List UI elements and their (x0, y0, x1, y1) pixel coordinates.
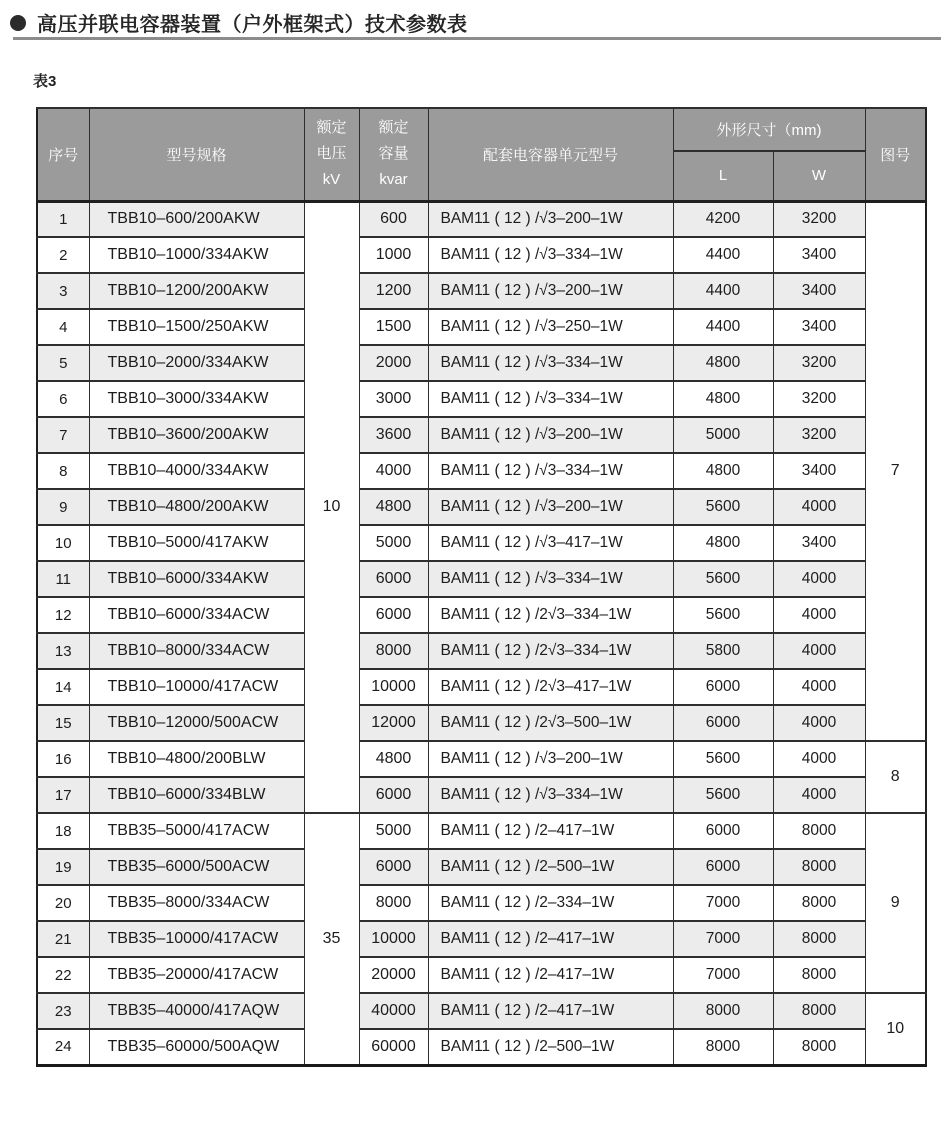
rated-capacity-cell: 8000 (359, 885, 428, 921)
model-cell: TBB10–1200/200AKW (89, 273, 304, 309)
table-row (37, 345, 926, 381)
dim-w-cell: 4000 (773, 777, 865, 813)
dim-w-cell: 4000 (773, 741, 865, 777)
unit-model-cell: BAM11 ( 12 ) /2–500–1W (428, 1029, 673, 1065)
dim-l-cell: 7000 (673, 921, 773, 957)
dim-w-cell: 8000 (773, 813, 865, 849)
unit-model-cell: BAM11 ( 12 ) /√3–334–1W (428, 453, 673, 489)
unit-model-cell: BAM11 ( 12 ) /√3–200–1W (428, 417, 673, 453)
model-cell: TBB10–1000/334AKW (89, 237, 304, 273)
serial-cell: 20 (37, 885, 89, 921)
dim-w-cell: 4000 (773, 705, 865, 741)
dim-w-cell: 4000 (773, 669, 865, 705)
table-row (37, 1029, 926, 1065)
dim-l-cell: 4800 (673, 381, 773, 417)
rated-capacity-cell: 5000 (359, 525, 428, 561)
dim-w-cell: 8000 (773, 921, 865, 957)
rated-capacity-cell: 1500 (359, 309, 428, 345)
dim-w-cell: 3400 (773, 273, 865, 309)
rated-capacity-cell: 5000 (359, 813, 428, 849)
dim-l-cell: 4400 (673, 237, 773, 273)
serial-cell: 10 (37, 525, 89, 561)
dim-l-cell: 4400 (673, 309, 773, 345)
serial-cell: 12 (37, 597, 89, 633)
dim-w-cell: 3200 (773, 345, 865, 381)
serial-cell: 11 (37, 561, 89, 597)
rated-capacity-cell: 3000 (359, 381, 428, 417)
dim-w-cell: 3400 (773, 453, 865, 489)
rated-capacity-cell: 6000 (359, 849, 428, 885)
unit-model-cell: BAM11 ( 12 ) /2√3–334–1W (428, 633, 673, 669)
table-row (37, 201, 926, 237)
rated-voltage-cell: 35 (304, 813, 359, 1065)
table-label: 表3 (33, 73, 57, 90)
rated-voltage-unit: kV (322, 171, 341, 189)
col-header-dim-l: L (673, 151, 773, 201)
rated-capacity-cell: 6000 (359, 561, 428, 597)
serial-cell: 24 (37, 1029, 89, 1065)
serial-cell: 4 (37, 309, 89, 345)
col-header-rated-capacity (359, 108, 428, 201)
rated-capacity-cell: 40000 (359, 993, 428, 1029)
model-cell: TBB10–12000/500ACW (89, 705, 304, 741)
serial-cell: 23 (37, 993, 89, 1029)
rated-capacity-cell: 600 (359, 201, 428, 237)
table-row (37, 597, 926, 633)
serial-cell: 9 (37, 489, 89, 525)
rated-capacity-cell: 4800 (359, 741, 428, 777)
dim-l-cell: 6000 (673, 669, 773, 705)
table-row (37, 705, 926, 741)
unit-model-cell: BAM11 ( 12 ) /√3–334–1W (428, 777, 673, 813)
serial-cell: 22 (37, 957, 89, 993)
rated-capacity-cell: 8000 (359, 633, 428, 669)
dim-l-cell: 5600 (673, 777, 773, 813)
dim-l-cell: 4800 (673, 525, 773, 561)
dim-l-cell: 4400 (673, 273, 773, 309)
table-row (37, 777, 926, 813)
unit-model-cell: BAM11 ( 12 ) /√3–417–1W (428, 525, 673, 561)
unit-model-cell: BAM11 ( 12 ) /√3–250–1W (428, 309, 673, 345)
dim-w-cell: 3200 (773, 417, 865, 453)
model-cell: TBB10–5000/417AKW (89, 525, 304, 561)
rated-capacity-cell: 1200 (359, 273, 428, 309)
serial-cell: 6 (37, 381, 89, 417)
dim-w-cell: 8000 (773, 885, 865, 921)
rated-capacity-cell: 6000 (359, 597, 428, 633)
unit-model-cell: BAM11 ( 12 ) /√3–334–1W (428, 381, 673, 417)
col-header-figure: 图号 (865, 108, 926, 201)
table-row (37, 309, 926, 345)
table-row (37, 813, 926, 849)
model-cell: TBB10–8000/334ACW (89, 633, 304, 669)
table-row (37, 885, 926, 921)
unit-model-cell: BAM11 ( 12 ) /2–417–1W (428, 957, 673, 993)
model-cell: TBB10–4800/200BLW (89, 741, 304, 777)
rated-capacity-cell: 4000 (359, 453, 428, 489)
unit-model-cell: BAM11 ( 12 ) /√3–334–1W (428, 561, 673, 597)
model-cell: TBB35–6000/500ACW (89, 849, 304, 885)
table-row (37, 957, 926, 993)
model-cell: TBB10–4800/200AKW (89, 489, 304, 525)
col-header-dimensions: 外形尺寸（mm) (673, 108, 865, 151)
serial-cell: 16 (37, 741, 89, 777)
serial-cell: 5 (37, 345, 89, 381)
unit-model-cell: BAM11 ( 12 ) /√3–334–1W (428, 345, 673, 381)
rated-voltage-line1: 额定 (316, 119, 347, 137)
dim-l-cell: 8000 (673, 993, 773, 1029)
rated-capacity-cell: 20000 (359, 957, 428, 993)
model-cell: TBB35–60000/500AQW (89, 1029, 304, 1065)
serial-cell: 14 (37, 669, 89, 705)
serial-cell: 2 (37, 237, 89, 273)
table-row (37, 525, 926, 561)
serial-cell: 1 (37, 201, 89, 237)
table-row (37, 489, 926, 525)
figure-number-cell: 8 (865, 741, 926, 813)
serial-cell: 8 (37, 453, 89, 489)
model-cell: TBB10–3000/334AKW (89, 381, 304, 417)
parameters-table-wrap (36, 107, 927, 1067)
dim-l-cell: 4800 (673, 453, 773, 489)
serial-cell: 7 (37, 417, 89, 453)
dim-w-cell: 8000 (773, 993, 865, 1029)
unit-model-cell: BAM11 ( 12 ) /2–417–1W (428, 921, 673, 957)
model-cell: TBB35–8000/334ACW (89, 885, 304, 921)
rated-capacity-cell: 3600 (359, 417, 428, 453)
table-row (37, 849, 926, 885)
dim-w-cell: 3200 (773, 201, 865, 237)
rated-capacity-cell: 6000 (359, 777, 428, 813)
dim-l-cell: 5600 (673, 561, 773, 597)
col-header-model: 型号规格 (89, 108, 304, 201)
unit-model-cell: BAM11 ( 12 ) /√3–200–1W (428, 273, 673, 309)
dim-l-cell: 6000 (673, 813, 773, 849)
model-cell: TBB35–20000/417ACW (89, 957, 304, 993)
col-header-rated-voltage (304, 108, 359, 201)
model-cell: TBB10–2000/334AKW (89, 345, 304, 381)
unit-model-cell: BAM11 ( 12 ) /2√3–417–1W (428, 669, 673, 705)
dim-l-cell: 8000 (673, 1029, 773, 1065)
unit-model-cell: BAM11 ( 12 ) /2–334–1W (428, 885, 673, 921)
page-title: 高压并联电容器装置（户外框架式）技术参数表 (37, 14, 468, 36)
dim-l-cell: 7000 (673, 957, 773, 993)
serial-cell: 13 (37, 633, 89, 669)
col-header-serial: 序号 (37, 108, 89, 201)
dim-w-cell: 8000 (773, 957, 865, 993)
unit-model-cell: BAM11 ( 12 ) /√3–200–1W (428, 489, 673, 525)
table-row (37, 561, 926, 597)
table-row (37, 381, 926, 417)
dim-w-cell: 4000 (773, 489, 865, 525)
unit-model-cell: BAM11 ( 12 ) /2√3–500–1W (428, 705, 673, 741)
col-header-unit-model: 配套电容器单元型号 (428, 108, 673, 201)
rated-voltage-line2: 电压 (316, 145, 347, 163)
col-header-dim-w: W (773, 151, 865, 201)
dim-l-cell: 7000 (673, 885, 773, 921)
table-body (37, 201, 926, 1065)
dim-w-cell: 4000 (773, 633, 865, 669)
dim-l-cell: 5600 (673, 597, 773, 633)
model-cell: TBB10–3600/200AKW (89, 417, 304, 453)
model-cell: TBB10–6000/334ACW (89, 597, 304, 633)
rated-capacity-cell: 1000 (359, 237, 428, 273)
rated-voltage-cell: 10 (304, 201, 359, 813)
table-row (37, 453, 926, 489)
serial-cell: 21 (37, 921, 89, 957)
unit-model-cell: BAM11 ( 12 ) /2–417–1W (428, 813, 673, 849)
dim-l-cell: 4200 (673, 201, 773, 237)
dim-l-cell: 6000 (673, 849, 773, 885)
table-row (37, 237, 926, 273)
rated-capacity-cell: 2000 (359, 345, 428, 381)
model-cell: TBB10–1500/250AKW (89, 309, 304, 345)
serial-cell: 15 (37, 705, 89, 741)
rated-capacity-cell: 12000 (359, 705, 428, 741)
table-row (37, 273, 926, 309)
figure-number-cell: 10 (865, 993, 926, 1065)
dim-l-cell: 5600 (673, 489, 773, 525)
dim-w-cell: 8000 (773, 1029, 865, 1065)
table-row (37, 741, 926, 777)
serial-cell: 18 (37, 813, 89, 849)
table-row (37, 921, 926, 957)
model-cell: TBB10–10000/417ACW (89, 669, 304, 705)
bullet-icon (10, 15, 26, 31)
rated-capacity-cell: 10000 (359, 669, 428, 705)
model-cell: TBB10–6000/334AKW (89, 561, 304, 597)
rated-capacity-line1: 额定 (378, 119, 409, 137)
figure-number-cell: 7 (865, 201, 926, 741)
rated-capacity-cell: 10000 (359, 921, 428, 957)
model-cell: TBB10–4000/334AKW (89, 453, 304, 489)
unit-model-cell: BAM11 ( 12 ) /√3–334–1W (428, 237, 673, 273)
dim-w-cell: 3400 (773, 525, 865, 561)
dim-w-cell: 4000 (773, 597, 865, 633)
rated-capacity-cell: 60000 (359, 1029, 428, 1065)
serial-cell: 17 (37, 777, 89, 813)
table-row (37, 993, 926, 1029)
page-header (10, 8, 942, 37)
dim-l-cell: 5000 (673, 417, 773, 453)
model-cell: TBB35–10000/417ACW (89, 921, 304, 957)
dim-w-cell: 8000 (773, 849, 865, 885)
dim-w-cell: 3200 (773, 381, 865, 417)
model-cell: TBB35–40000/417AQW (89, 993, 304, 1029)
model-cell: TBB10–6000/334BLW (89, 777, 304, 813)
serial-cell: 3 (37, 273, 89, 309)
table-header (37, 108, 926, 201)
model-cell: TBB10–600/200AKW (89, 201, 304, 237)
dim-w-cell: 3400 (773, 309, 865, 345)
dim-l-cell: 4800 (673, 345, 773, 381)
unit-model-cell: BAM11 ( 12 ) /2–500–1W (428, 849, 673, 885)
table-row (37, 633, 926, 669)
rated-capacity-unit: kvar (379, 171, 408, 189)
dim-l-cell: 6000 (673, 705, 773, 741)
table-row (37, 417, 926, 453)
unit-model-cell: BAM11 ( 12 ) /2√3–334–1W (428, 597, 673, 633)
dim-w-cell: 3400 (773, 237, 865, 273)
dim-l-cell: 5800 (673, 633, 773, 669)
parameters-table (36, 107, 927, 1067)
model-cell: TBB35–5000/417ACW (89, 813, 304, 849)
unit-model-cell: BAM11 ( 12 ) /√3–200–1W (428, 741, 673, 777)
table-row (37, 669, 926, 705)
serial-cell: 19 (37, 849, 89, 885)
dim-w-cell: 4000 (773, 561, 865, 597)
rated-capacity-cell: 4800 (359, 489, 428, 525)
unit-model-cell: BAM11 ( 12 ) /√3–200–1W (428, 201, 673, 237)
dim-l-cell: 5600 (673, 741, 773, 777)
rated-capacity-line2: 容量 (378, 145, 409, 163)
title-divider (13, 37, 941, 40)
figure-number-cell: 9 (865, 813, 926, 993)
unit-model-cell: BAM11 ( 12 ) /2–417–1W (428, 993, 673, 1029)
